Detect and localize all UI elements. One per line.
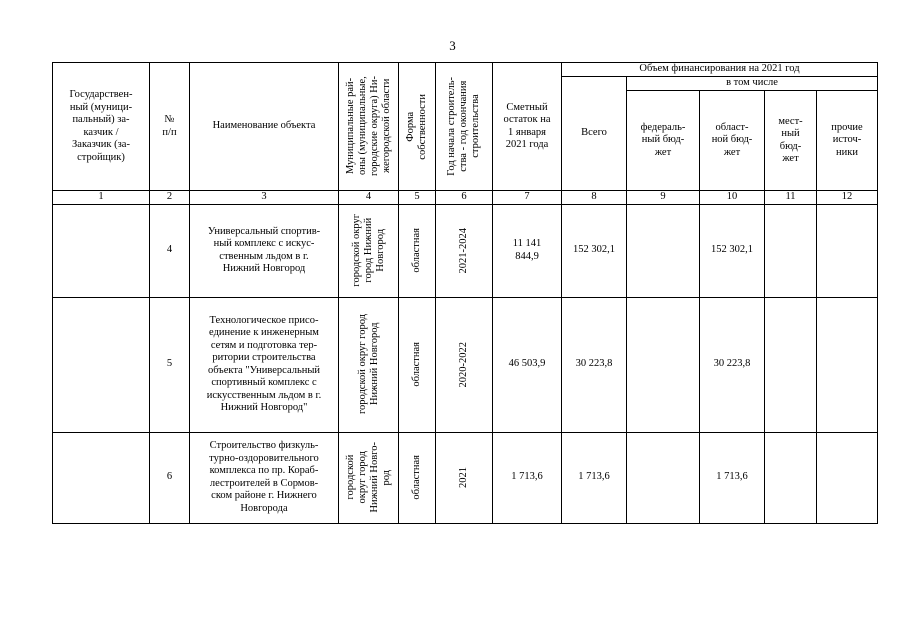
financing-table: [52, 62, 878, 524]
header-municipal-districts: [339, 63, 399, 191]
row-years: [436, 204, 493, 297]
column-number: 9: [627, 191, 700, 205]
column-numbers-row: [53, 191, 878, 205]
row-years-text: 2020-2022: [458, 341, 469, 388]
column-number: 1: [53, 191, 150, 205]
row-total: 1 713,6: [562, 432, 627, 523]
header-municipal-districts-text: Муниципальные рай- оны (муниципальные, городские округа) Ни- жегородской области: [344, 76, 392, 177]
header-construction-years: [436, 63, 493, 191]
header-financing-volume: Объем финансирования на 2021 год: [562, 63, 878, 77]
row-years: [436, 432, 493, 523]
row-other: [817, 432, 878, 523]
row-years: [436, 297, 493, 432]
header-construction-years-text: Год начала строитель- ства - год окончания строительства: [446, 77, 481, 176]
row-federal: [627, 204, 700, 297]
row-federal: [627, 297, 700, 432]
row-customer: [53, 432, 150, 523]
row-municipality-text: городской округ город Нижний Новгород: [350, 214, 386, 287]
column-number: 4: [339, 191, 399, 205]
row-ownership: [399, 297, 436, 432]
row-local: [765, 297, 817, 432]
header-federal-budget: федераль- ный бюд- жет: [627, 91, 700, 191]
row-ownership: [399, 432, 436, 523]
column-number: 10: [700, 191, 765, 205]
column-number: 3: [190, 191, 339, 205]
row-years-text: 2021-2024: [458, 227, 469, 274]
row-estimated-balance: 1 713,6: [493, 432, 562, 523]
row-regional: 152 302,1: [700, 204, 765, 297]
row-ownership-text: областная: [411, 342, 422, 387]
row-municipality: [339, 204, 399, 297]
page-number: 3: [449, 38, 456, 53]
row-object-name: Универсальный спортив- ный комплекс с искус- ственным льдом в г. Нижний Новгород: [190, 204, 339, 297]
header-ownership-form: [399, 63, 436, 191]
row-customer: [53, 297, 150, 432]
row-municipality-text: городской округ город Нижний Новгород: [356, 314, 380, 415]
row-regional: 1 713,6: [700, 432, 765, 523]
row-regional: 30 223,8: [700, 297, 765, 432]
row-ownership-text: областная: [411, 455, 422, 500]
header-object-name: Наименование объекта: [190, 63, 339, 191]
row-customer: [53, 204, 150, 297]
row-other: [817, 297, 878, 432]
column-number: 6: [436, 191, 493, 205]
row-other: [817, 204, 878, 297]
row-number: 4: [150, 204, 190, 297]
header-total: Всего: [562, 77, 627, 191]
row-object-name: Технологическое присо- единение к инженерным сетям и подготовка тер- ритории строительства объекта "Универсальный спортивный комплекс с искусственным льдом в г. Нижний Новгород": [190, 297, 339, 432]
row-estimated-balance: 11 141 844,9: [493, 204, 562, 297]
header-other-sources: прочие источ- ники: [817, 91, 878, 191]
header-ownership-form-text: Форма собственности: [405, 93, 428, 160]
row-local: [765, 204, 817, 297]
row-total: 152 302,1: [562, 204, 627, 297]
column-number: 8: [562, 191, 627, 205]
row-local: [765, 432, 817, 523]
column-number: 7: [493, 191, 562, 205]
row-ownership: [399, 204, 436, 297]
row-federal: [627, 432, 700, 523]
column-number: 5: [399, 191, 436, 205]
row-years-text: 2021: [458, 467, 469, 488]
header-estimated-balance: Сметный остаток на 1 января 2021 года: [493, 63, 562, 191]
row-object-name: Строительство физкуль- турно-оздоровительного комплекса по пр. Кораб- лестроителей в Сормов- ском районе г. Нижнего Новгорода: [190, 432, 339, 523]
header-number: № п/п: [150, 63, 190, 191]
header-customer: Государствен- ный (муници- пальный) за- казчик / Заказчик (за- стройщик): [53, 63, 150, 191]
row-ownership-text: областная: [411, 228, 422, 273]
table-row: [53, 432, 878, 523]
table-row: [53, 204, 878, 297]
column-number: 12: [817, 191, 878, 205]
row-estimated-balance: 46 503,9: [493, 297, 562, 432]
header-including: в том числе: [627, 77, 878, 91]
column-number: 11: [765, 191, 817, 205]
header-regional-budget: област- ной бюд- жет: [700, 91, 765, 191]
row-municipality: [339, 432, 399, 523]
row-municipality: [339, 297, 399, 432]
row-municipality-text: городской округ город Нижний Новго- род: [344, 442, 392, 513]
row-total: 30 223,8: [562, 297, 627, 432]
column-number: 2: [150, 191, 190, 205]
row-number: 6: [150, 432, 190, 523]
header-local-budget: мест- ный бюд- жет: [765, 91, 817, 191]
row-number: 5: [150, 297, 190, 432]
table-row: [53, 297, 878, 432]
